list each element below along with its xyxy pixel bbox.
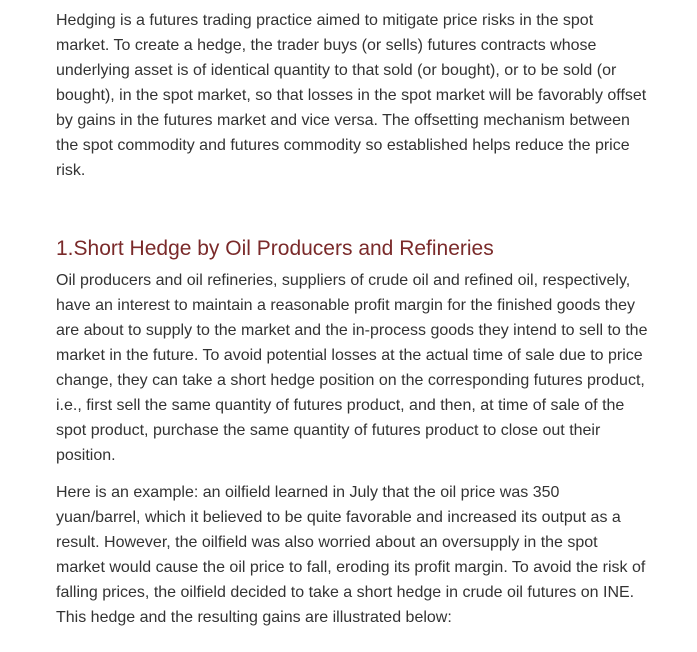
- article-content: [56, 8, 648, 630]
- intro-paragraph: Hedging is a futures trading practice aimed to mitigate price risks in the spot market. To create a hedge, the trader buys (or sells) futures contracts whose underlying asset is of identical quantity to that sold (or bought), or to be sold (or bought), in the spot market, so that losses in the spot market will be favorably offset by gains in the futures market and vice versa. The offsetting mechanism between the spot commodity and futures commodity so established helps reduce the price risk.: [56, 12, 647, 179]
- section-heading: 1.Short Hedge by Oil Producers and Refineries: [56, 237, 494, 260]
- example-paragraph: Here is an example: an oilfield learned in July that the oil price was 350 yuan/barrel, which it believed to be quite favorable and increased its output as a result. However, the oilfield was also worried about an oversupply in the spot market would cause the oil price to fall, eroding its profit margin. To avoid the risk of falling prices, the oilfield decided to take a short hedge in crude oil futures on INE. This hedge and the resulting gains are illustrated below:: [56, 484, 646, 626]
- section-paragraph: Oil producers and oil refineries, suppliers of crude oil and refined oil, respectively, have an interest to maintain a reasonable profit margin for the finished goods they are about to supply to the market and the in-process goods they intend to sell to the market in the future. To avoid potential losses at the actual time of sale due to price change, they can take a short hedge position on the corresponding futures product, i.e., first sell the same quantity of futures product, and then, at time of sale of the spot product, purchase the same quantity of futures product to close out their position.: [56, 272, 648, 464]
